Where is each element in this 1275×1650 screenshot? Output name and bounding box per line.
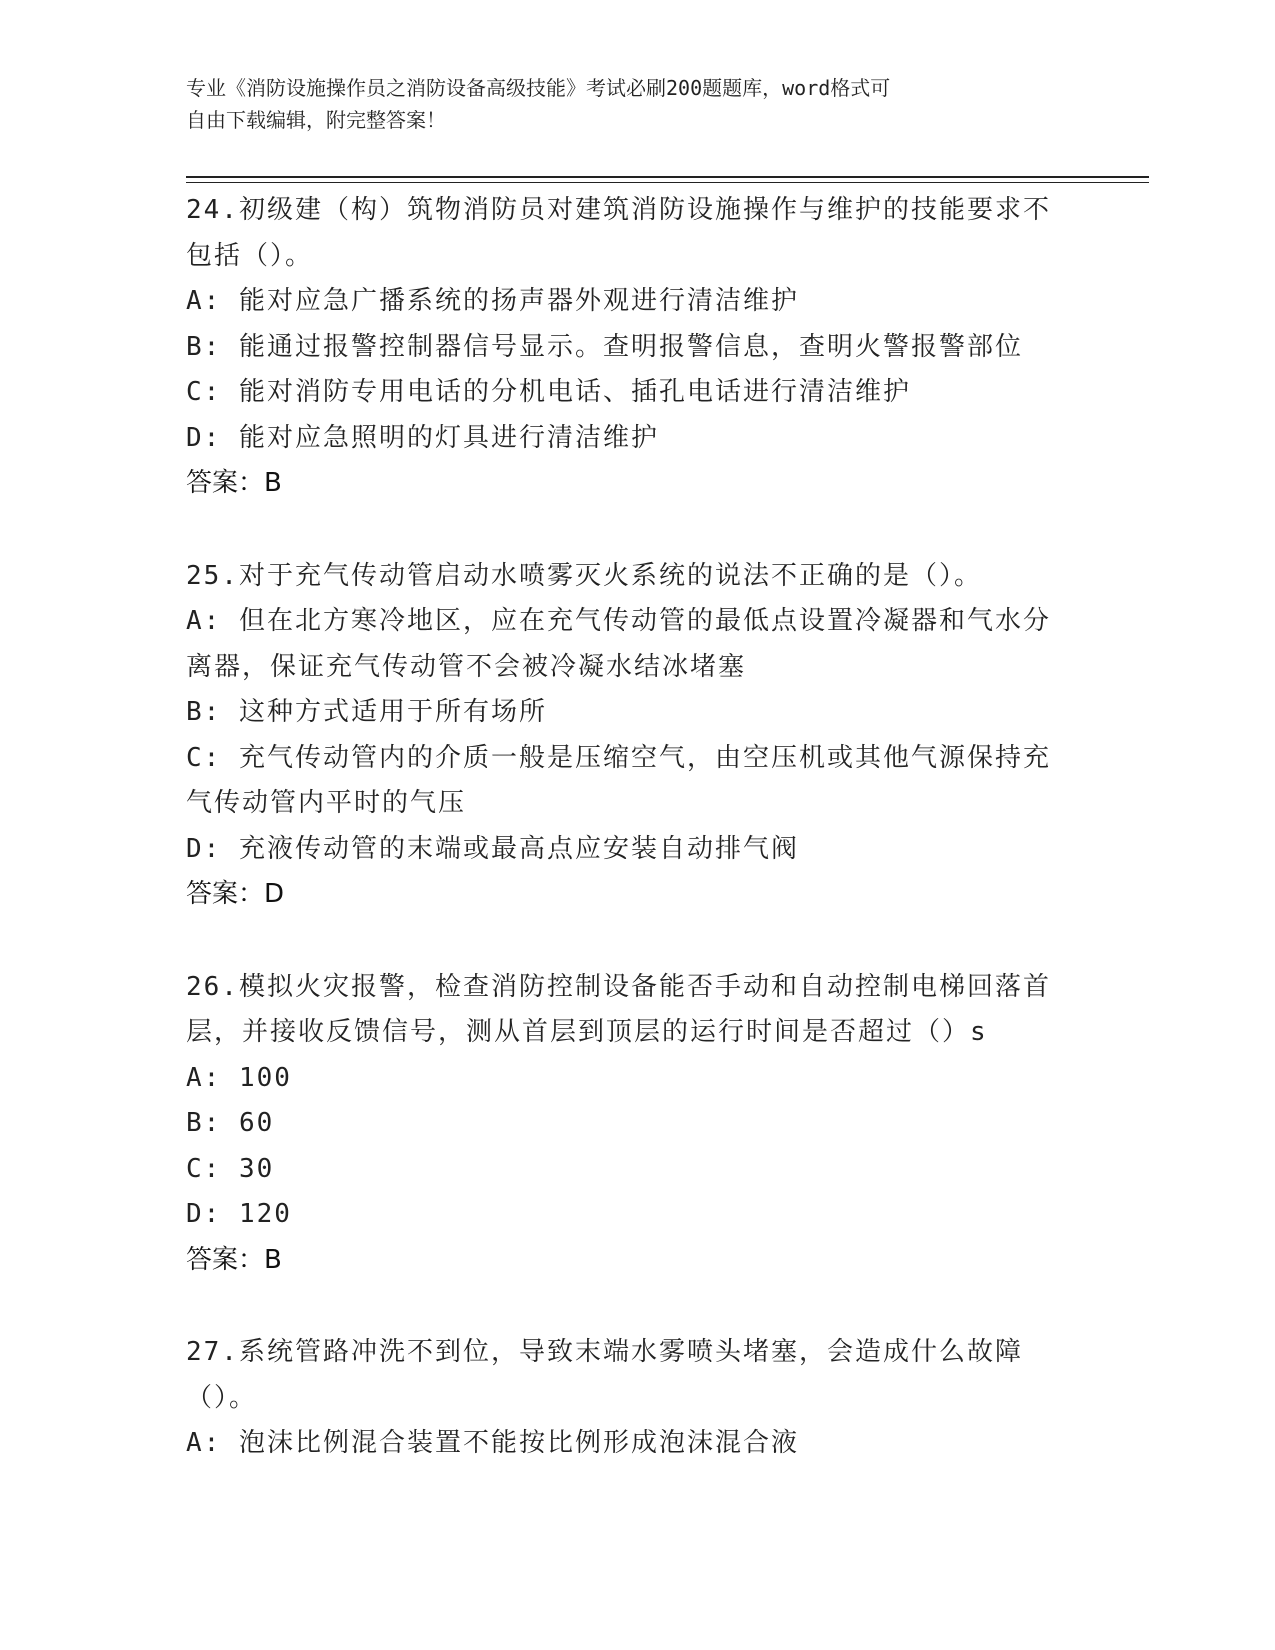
option-c: C: 能对消防专用电话的分机电话、插孔电话进行清洁维护: [186, 377, 911, 407]
question-27: [186, 1330, 1076, 1467]
option-b: B: 能通过报警控制器信号显示。查明报警信息，查明火警报警部位: [186, 331, 1023, 362]
header-line-2: 自由下载编辑，附完整答案！: [186, 108, 446, 132]
option-a: A: 但在北方寒冷地区，应在充气传动管的最低点设置冷凝器和气水分离器，保证充气传动管不会被冷凝水结冰堵塞: [186, 606, 1051, 682]
question-stem: 26.模拟火灾报警，检查消防控制设备能否手动和自动控制电梯回落首层，并接收反馈信号，测从首层到顶层的运行时间是否超过（）s: [186, 971, 1051, 1047]
question-stem: 27.系统管路冲洗不到位，导致末端水雾喷头堵塞，会造成什么故障（）。: [186, 1337, 1023, 1413]
header-line-1: 专业《消防设施操作员之消防设备高级技能》考试必刷200题题库，word格式可: [186, 76, 891, 100]
option-b: B: 60: [186, 1108, 275, 1138]
option-a: A: 泡沫比例混合装置不能按比例形成泡沫混合液: [186, 1428, 799, 1458]
option-d: D: 120: [186, 1199, 292, 1229]
question-25: [186, 554, 1076, 918]
header-divider-thick: [186, 176, 1149, 178]
answer-label: 答案：B: [186, 1244, 282, 1275]
option-b: B: 这种方式适用于所有场所: [186, 697, 547, 727]
document-header: [186, 72, 1066, 136]
answer-label: 答案：B: [186, 468, 282, 498]
question-26: [186, 965, 1076, 1284]
question-stem: 25.对于充气传动管启动水喷雾灭火系统的说法不正确的是（）。: [186, 560, 982, 591]
header-divider-thin: [186, 182, 1149, 183]
option-a: A: 能对应急广播系统的扬声器外观进行清洁维护: [186, 286, 799, 316]
question-24: [186, 188, 1076, 507]
question-stem: 24.初级建（构）筑物消防员对建筑消防设施操作与维护的技能要求不包括（）。: [186, 195, 1051, 271]
option-c: C: 充气传动管内的介质一般是压缩空气，由空压机或其他气源保持充气传动管内平时的气压: [186, 742, 1051, 818]
option-d: D: 能对应急照明的灯具进行清洁维护: [186, 422, 659, 453]
answer-label: 答案：D: [186, 879, 285, 909]
option-a: A: 100: [186, 1062, 292, 1093]
question-list: [186, 188, 1076, 1514]
option-c: C: 30: [186, 1153, 275, 1184]
option-d: D: 充液传动管的末端或最高点应安装自动排气阀: [186, 833, 799, 864]
